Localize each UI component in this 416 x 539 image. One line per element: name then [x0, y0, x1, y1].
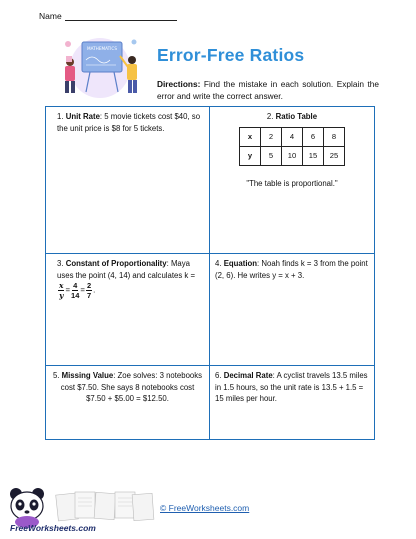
- table-claim: "The table is proportional.": [246, 178, 338, 188]
- problem-text: : Zoe solves: 3 notebooks cost $7.50. She says 8 notebooks cost $7.50 + $5.00 = $12.50.: [60, 371, 203, 403]
- problem-number: 2.: [266, 112, 274, 121]
- name-label: Name: [39, 11, 62, 21]
- problem-6[interactable]: [210, 366, 374, 439]
- problem-label: Decimal Rate: [223, 371, 273, 380]
- problem-5[interactable]: [46, 366, 210, 439]
- table-cell: y: [240, 146, 261, 165]
- worksheet-thumbnails-icon: [55, 488, 155, 524]
- problem-label: Constant of Proportionality: [65, 259, 167, 268]
- fraction-x-over-y: $\frac{x}{y}$: [59, 281, 64, 300]
- directions-text: Find the mistake in each solution. Explain the error and write the correct answer.: [157, 79, 379, 101]
- problem-text: : A cyclist travels 13.5 miles in 1.5 hours, so the unit rate is 13.5 + 1.5 = 15 miles per hour.: [215, 371, 368, 403]
- footer-link[interactable]: © FreeWorksheets.com: [160, 503, 250, 513]
- problem-1[interactable]: [46, 107, 210, 254]
- problem-label: Unit Rate: [65, 112, 100, 121]
- table-row: [240, 127, 345, 146]
- problem-text: : Maya uses the point (4, 14) and calculates k =: [57, 259, 196, 280]
- problem-4[interactable]: [210, 254, 374, 366]
- equals-sign: =: [65, 285, 71, 295]
- teacher-illustration: [52, 34, 148, 100]
- table-cell: 25: [324, 146, 345, 165]
- problem-number: 3.: [57, 259, 64, 268]
- table-cell: 8: [324, 127, 345, 146]
- ratio-table: [239, 127, 345, 166]
- page-title: Error-Free Ratios: [157, 45, 305, 65]
- problem-number: 5.: [52, 371, 60, 380]
- problem-label: [215, 111, 369, 123]
- problem-label: Equation: [223, 259, 258, 268]
- problem-2[interactable]: [210, 107, 374, 254]
- table-cell: 15: [303, 146, 324, 165]
- table-cell: 5: [261, 146, 282, 165]
- table-cell: 10: [282, 146, 303, 165]
- problem-grid: [45, 106, 375, 440]
- table-cell: 2: [261, 127, 282, 146]
- problem-label: Missing Value: [61, 371, 114, 380]
- directions: [157, 78, 379, 102]
- name-row: [39, 11, 177, 21]
- table-cell: 4: [282, 127, 303, 146]
- problem-text: : Noah finds k = 3 from the point (2, 6). He writes y = x + 3.: [215, 259, 368, 280]
- board-text: MATHEMATICS: [86, 46, 118, 51]
- fraction-2-over-7: $\frac{2}{7}$: [86, 281, 92, 300]
- directions-label: Directions:: [157, 79, 201, 89]
- problem-number: 1.: [57, 112, 64, 121]
- table-row: [240, 146, 345, 165]
- problem-number: 4.: [215, 259, 222, 268]
- problem-3[interactable]: 3. Constant of Proportionality: Maya uses the point (4, 14) and calculates k = $\frac{x}{y}$ = $\frac{4}{14}$ = $\frac{2}{7}$ .: [46, 254, 210, 366]
- fraction-4-over-14: $\frac{4}{14}$: [71, 281, 80, 300]
- table-cell: 6: [303, 127, 324, 146]
- table-cell: x: [240, 127, 261, 146]
- problem-text: : 5 movie tickets cost $40, so the unit price is $8 for 5 tickets.: [57, 112, 201, 133]
- logo-text: FreeWorksheets.com: [10, 523, 96, 533]
- problem-number: 6.: [215, 371, 222, 380]
- equals-sign: =: [80, 285, 85, 295]
- name-line[interactable]: [65, 12, 177, 21]
- ratio-table-title: Ratio Table: [275, 112, 318, 121]
